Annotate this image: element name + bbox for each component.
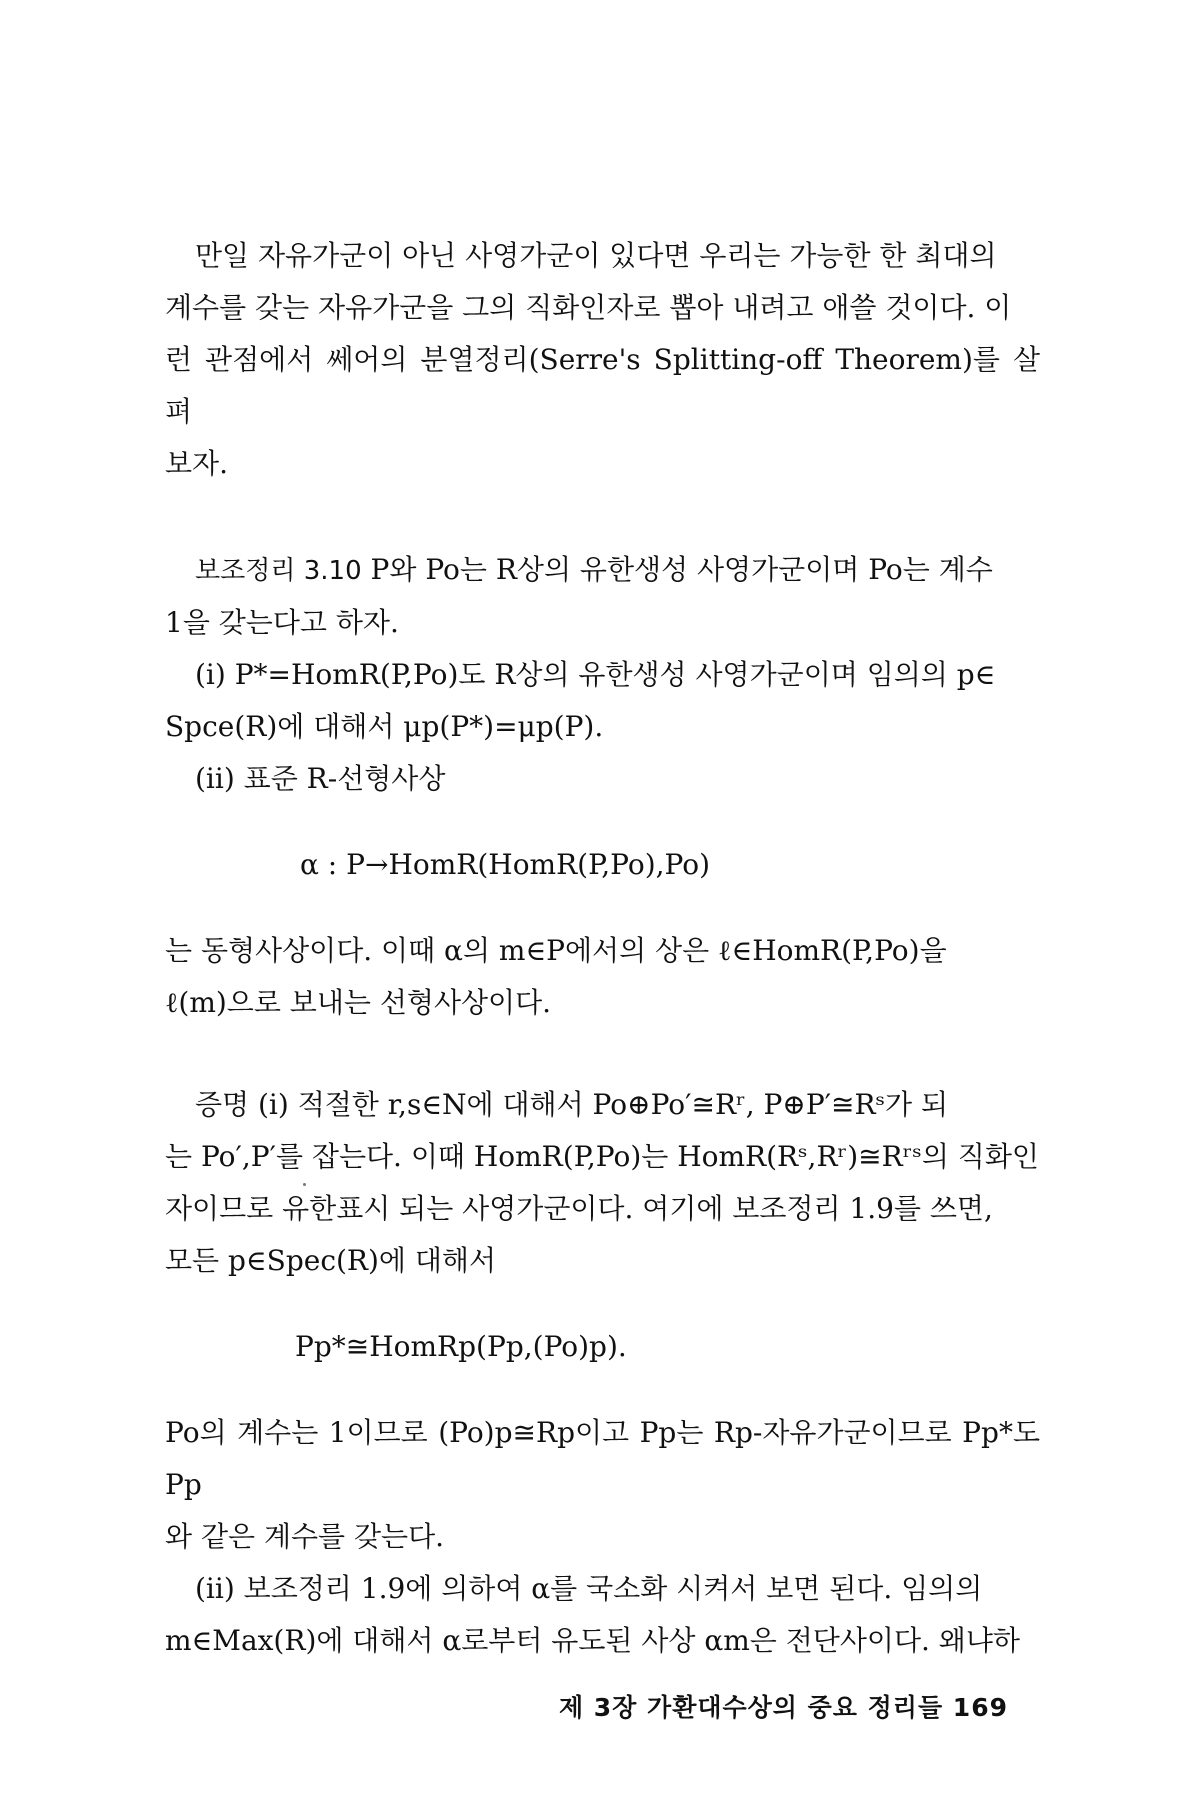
running-footer: 제 3장 가환대수상의 중요 정리들 169 xyxy=(558,1693,1008,1722)
proof-formula: Pp*≅HomRp(Pp,(Po)p). xyxy=(295,1330,627,1363)
lemma-after-line-2: ℓ(m)으로 보내는 선형사상이다. xyxy=(165,986,552,1019)
lemma-heading: 보조정리 3.10 xyxy=(195,556,362,586)
proof-line-1: 증명 (i) 적절한 r,s∈N에 대해서 Po⊕Po′≅Rʳ, P⊕P′≅Rˢ가 되 xyxy=(195,1088,949,1121)
page-body xyxy=(165,230,1040,1667)
intro-line-2: 계수를 갖는 자유가군을 그의 직화인자로 뽑아 내려고 애쓸 것이다. 이 xyxy=(165,291,1012,324)
lemma-part-i-line-1: (i) P*=HomR(P,Po)도 R상의 유한생성 사영가군이며 임의의 p∈ xyxy=(195,658,996,691)
proof-line-8: m∈Max(R)에 대해서 α로부터 유도된 사상 αm은 전단사이다. 왜냐하 xyxy=(165,1624,1020,1657)
proof-line-6: 와 같은 계수를 갖는다. xyxy=(165,1520,445,1553)
intro-line-3: 런 관점에서 쎄어의 분열정리(Serre's Splitting-off Theorem)를 살펴 xyxy=(165,343,1040,428)
lemma-statement-line-2: 1을 갖는다고 하자. xyxy=(165,606,399,639)
intro-line-4: 보자. xyxy=(165,447,228,480)
stray-mark xyxy=(303,1183,306,1186)
lemma-statement-line-1 xyxy=(165,544,1040,597)
proof-line-2: 는 Po′,P′를 잡는다. 이때 HomR(P,Po)는 HomR(Rˢ,Rʳ)≅Rʳˢ의 직화인 xyxy=(165,1140,1039,1173)
proof-line-3: 자이므로 유한표시 되는 사영가군이다. 여기에 보조정리 1.9를 쓰면, xyxy=(165,1192,993,1225)
lemma-after-line-1: 는 동형사상이다. 이때 α의 m∈P에서의 상은 ℓ∈HomR(P,Po)을 xyxy=(165,934,947,967)
lemma-formula: α : P→HomR(HomR(P,Po),Po) xyxy=(300,848,711,881)
lemma-part-i-line-2: Spce(R)에 대해서 μp(P*)=μp(P). xyxy=(165,710,604,743)
intro-line-1: 만일 자유가군이 아닌 사영가군이 있다면 우리는 가능한 한 최대의 xyxy=(195,239,997,272)
proof-line-4: 모든 p∈Spec(R)에 대해서 xyxy=(165,1244,497,1277)
proof-line-5: Po의 계수는 1이므로 (Po)p≅Rp이고 Pp는 Rp-자유가군이므로 Pp*도 Pp xyxy=(165,1416,1040,1501)
proof-line-7: (ii) 보조정리 1.9에 의하여 α를 국소화 시켜서 보면 된다. 임의의 xyxy=(195,1572,983,1605)
lemma-part-ii: (ii) 표준 R-선형사상 xyxy=(195,762,446,795)
lemma-statement-text: P와 Po는 R상의 유한생성 사영가군이며 Po는 계수 xyxy=(370,553,993,586)
